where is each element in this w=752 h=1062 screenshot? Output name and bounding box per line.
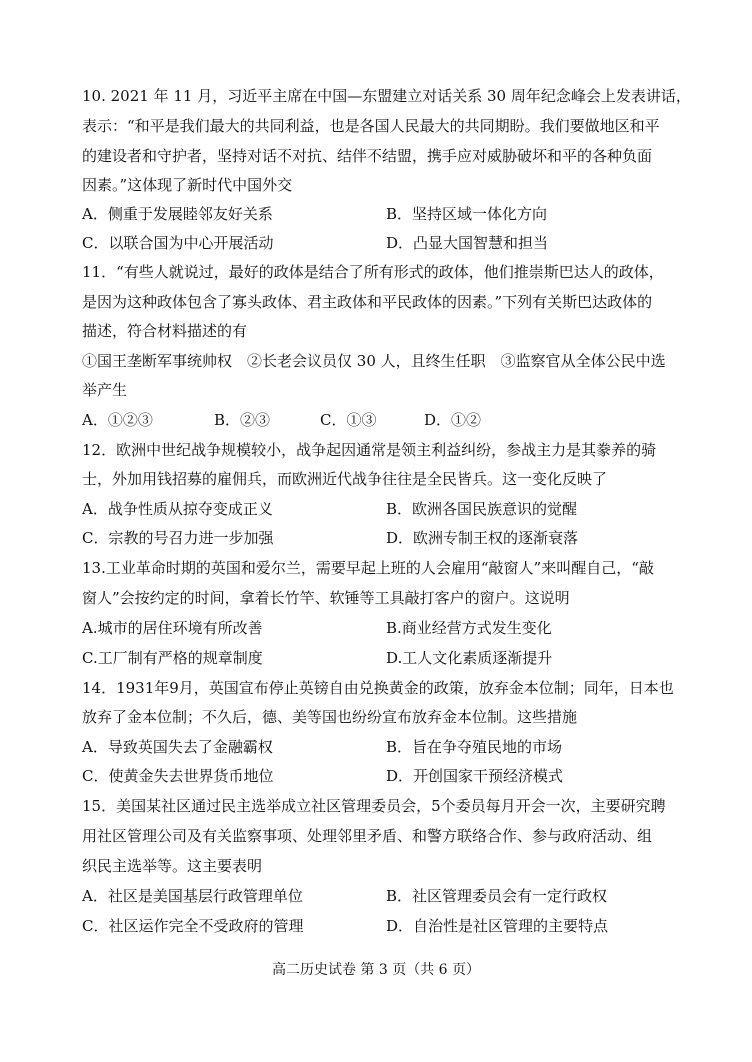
question-text-line: 士，外加用钱招募的雇佣兵，而欧洲近代战争往往是全民皆兵。这一变化反映了 bbox=[82, 470, 608, 488]
question-text-line: 14．1931年9月，英国宣布停止英镑自由兑换黄金的政策，放弃金本位制；同年，日本也 bbox=[82, 679, 674, 697]
option-b: B．欧洲各国民族意识的觉醒 bbox=[386, 500, 578, 518]
option-d: D．欧洲专制王权的逐渐衰落 bbox=[386, 529, 579, 547]
question-text-line: 描述，符合材料描述的有 bbox=[82, 322, 248, 340]
question-text-line: 10. 2021 年 11 月，习近平主席在中国—东盟建立对话关系 30 周年纪念峰会上发表讲话， bbox=[82, 87, 691, 105]
option-a: A．导致英国失去了金融霸权 bbox=[82, 738, 273, 756]
option-b: B．坚持区域一体化方向 bbox=[386, 205, 548, 223]
question-text-line: 因素。”这体现了新时代中国外交 bbox=[82, 176, 293, 194]
option-b: B．社区管理委员会有一定行政权 bbox=[386, 887, 608, 905]
question-text-line: ①国王垄断军事统帅权 ②长老会议员仅 30 人，且终生任职 ③监察官从全体公民中选 bbox=[82, 352, 666, 370]
option-b: B．旨在争夺殖民地的市场 bbox=[386, 738, 563, 756]
option-d: D．开创国家干预经济模式 bbox=[386, 767, 564, 785]
option-a: A．侧重于发展睦邻友好关系 bbox=[82, 205, 273, 223]
option-c: C．使黄金失去世界货币地位 bbox=[82, 767, 274, 785]
page-footer: 高二历史试卷 第 3 页（共 6 页） bbox=[271, 962, 481, 978]
option-d: D．凸显大国智慧和担当 bbox=[386, 234, 549, 252]
option-c: C．宗教的号召力进一步加强 bbox=[82, 529, 274, 547]
question-text-line: 织民主选举等。这主要表明 bbox=[82, 857, 263, 875]
option-a: A．社区是美国基层行政管理单位 bbox=[82, 887, 303, 905]
question-text-line: 放弃了金本位制；不久后，德、美等国也纷纷宣布放弃金本位制。这些措施 bbox=[82, 708, 578, 726]
option-b: B.商业经营方式发生变化 bbox=[386, 619, 552, 637]
question-text-line: 表示：“和平是我们最大的共同利益，也是各国人民最大的共同期盼。我们要做地区和平 bbox=[82, 117, 660, 135]
option-a: A.城市的居住环境有所改善 bbox=[82, 619, 263, 637]
question-text-line: 用社区管理公司及有关监察事项、处理邻里矛盾、和警方联络合作、参与政府活动、组 bbox=[82, 827, 653, 845]
option-c: C．①③ bbox=[320, 411, 377, 429]
option-c: C．以联合国为中心开展活动 bbox=[82, 234, 274, 252]
option-d: D．自治性是社区管理的主要特点 bbox=[386, 917, 609, 935]
option-b: B．②③ bbox=[214, 411, 271, 429]
option-c: C．社区运作完全不受政府的管理 bbox=[82, 917, 304, 935]
option-d: D.工人文化素质逐渐提升 bbox=[386, 649, 553, 667]
option-c: C.工厂制有严格的规章制度 bbox=[82, 649, 263, 667]
option-a: A．①②③ bbox=[82, 411, 153, 429]
question-text-line: 11．“有些人就说过，最好的政体是结合了所有形式的政体，他们推崇斯巴达人的政体， bbox=[82, 263, 664, 281]
question-text-line: 12．欧洲中世纪战争规模较小，战争起因通常是领主利益纠纷，参战主力是其豢养的骑 bbox=[82, 441, 657, 459]
question-text-line: 的建设者和守护者，坚持对话不对抗、结伴不结盟，携手应对威胁破坏和平的各种负面 bbox=[82, 147, 653, 165]
option-a: A．战争性质从掠夺变成正义 bbox=[82, 500, 273, 518]
question-text-line: 13.工业革命时期的英国和爱尔兰，需要早起上班的人会雇用“敲窗人”来叫醒自己，“敲 bbox=[82, 559, 654, 577]
option-d: D．①② bbox=[424, 411, 482, 429]
question-text-line: 是因为这种政体包含了寡头政体、君主政体和平民政体的因素。”下列有关斯巴达政体的 bbox=[82, 293, 653, 311]
question-text-line: 举产生 bbox=[82, 381, 128, 399]
question-text-line: 15．美国某社区通过民主选举成立社区管理委员会，5个委员每月开会一次，主要研究聘 bbox=[82, 797, 666, 815]
question-text-line: 窗人”会按约定的时间，拿着长竹竿、软锤等工具敲打客户的窗户。这说明 bbox=[82, 589, 570, 607]
